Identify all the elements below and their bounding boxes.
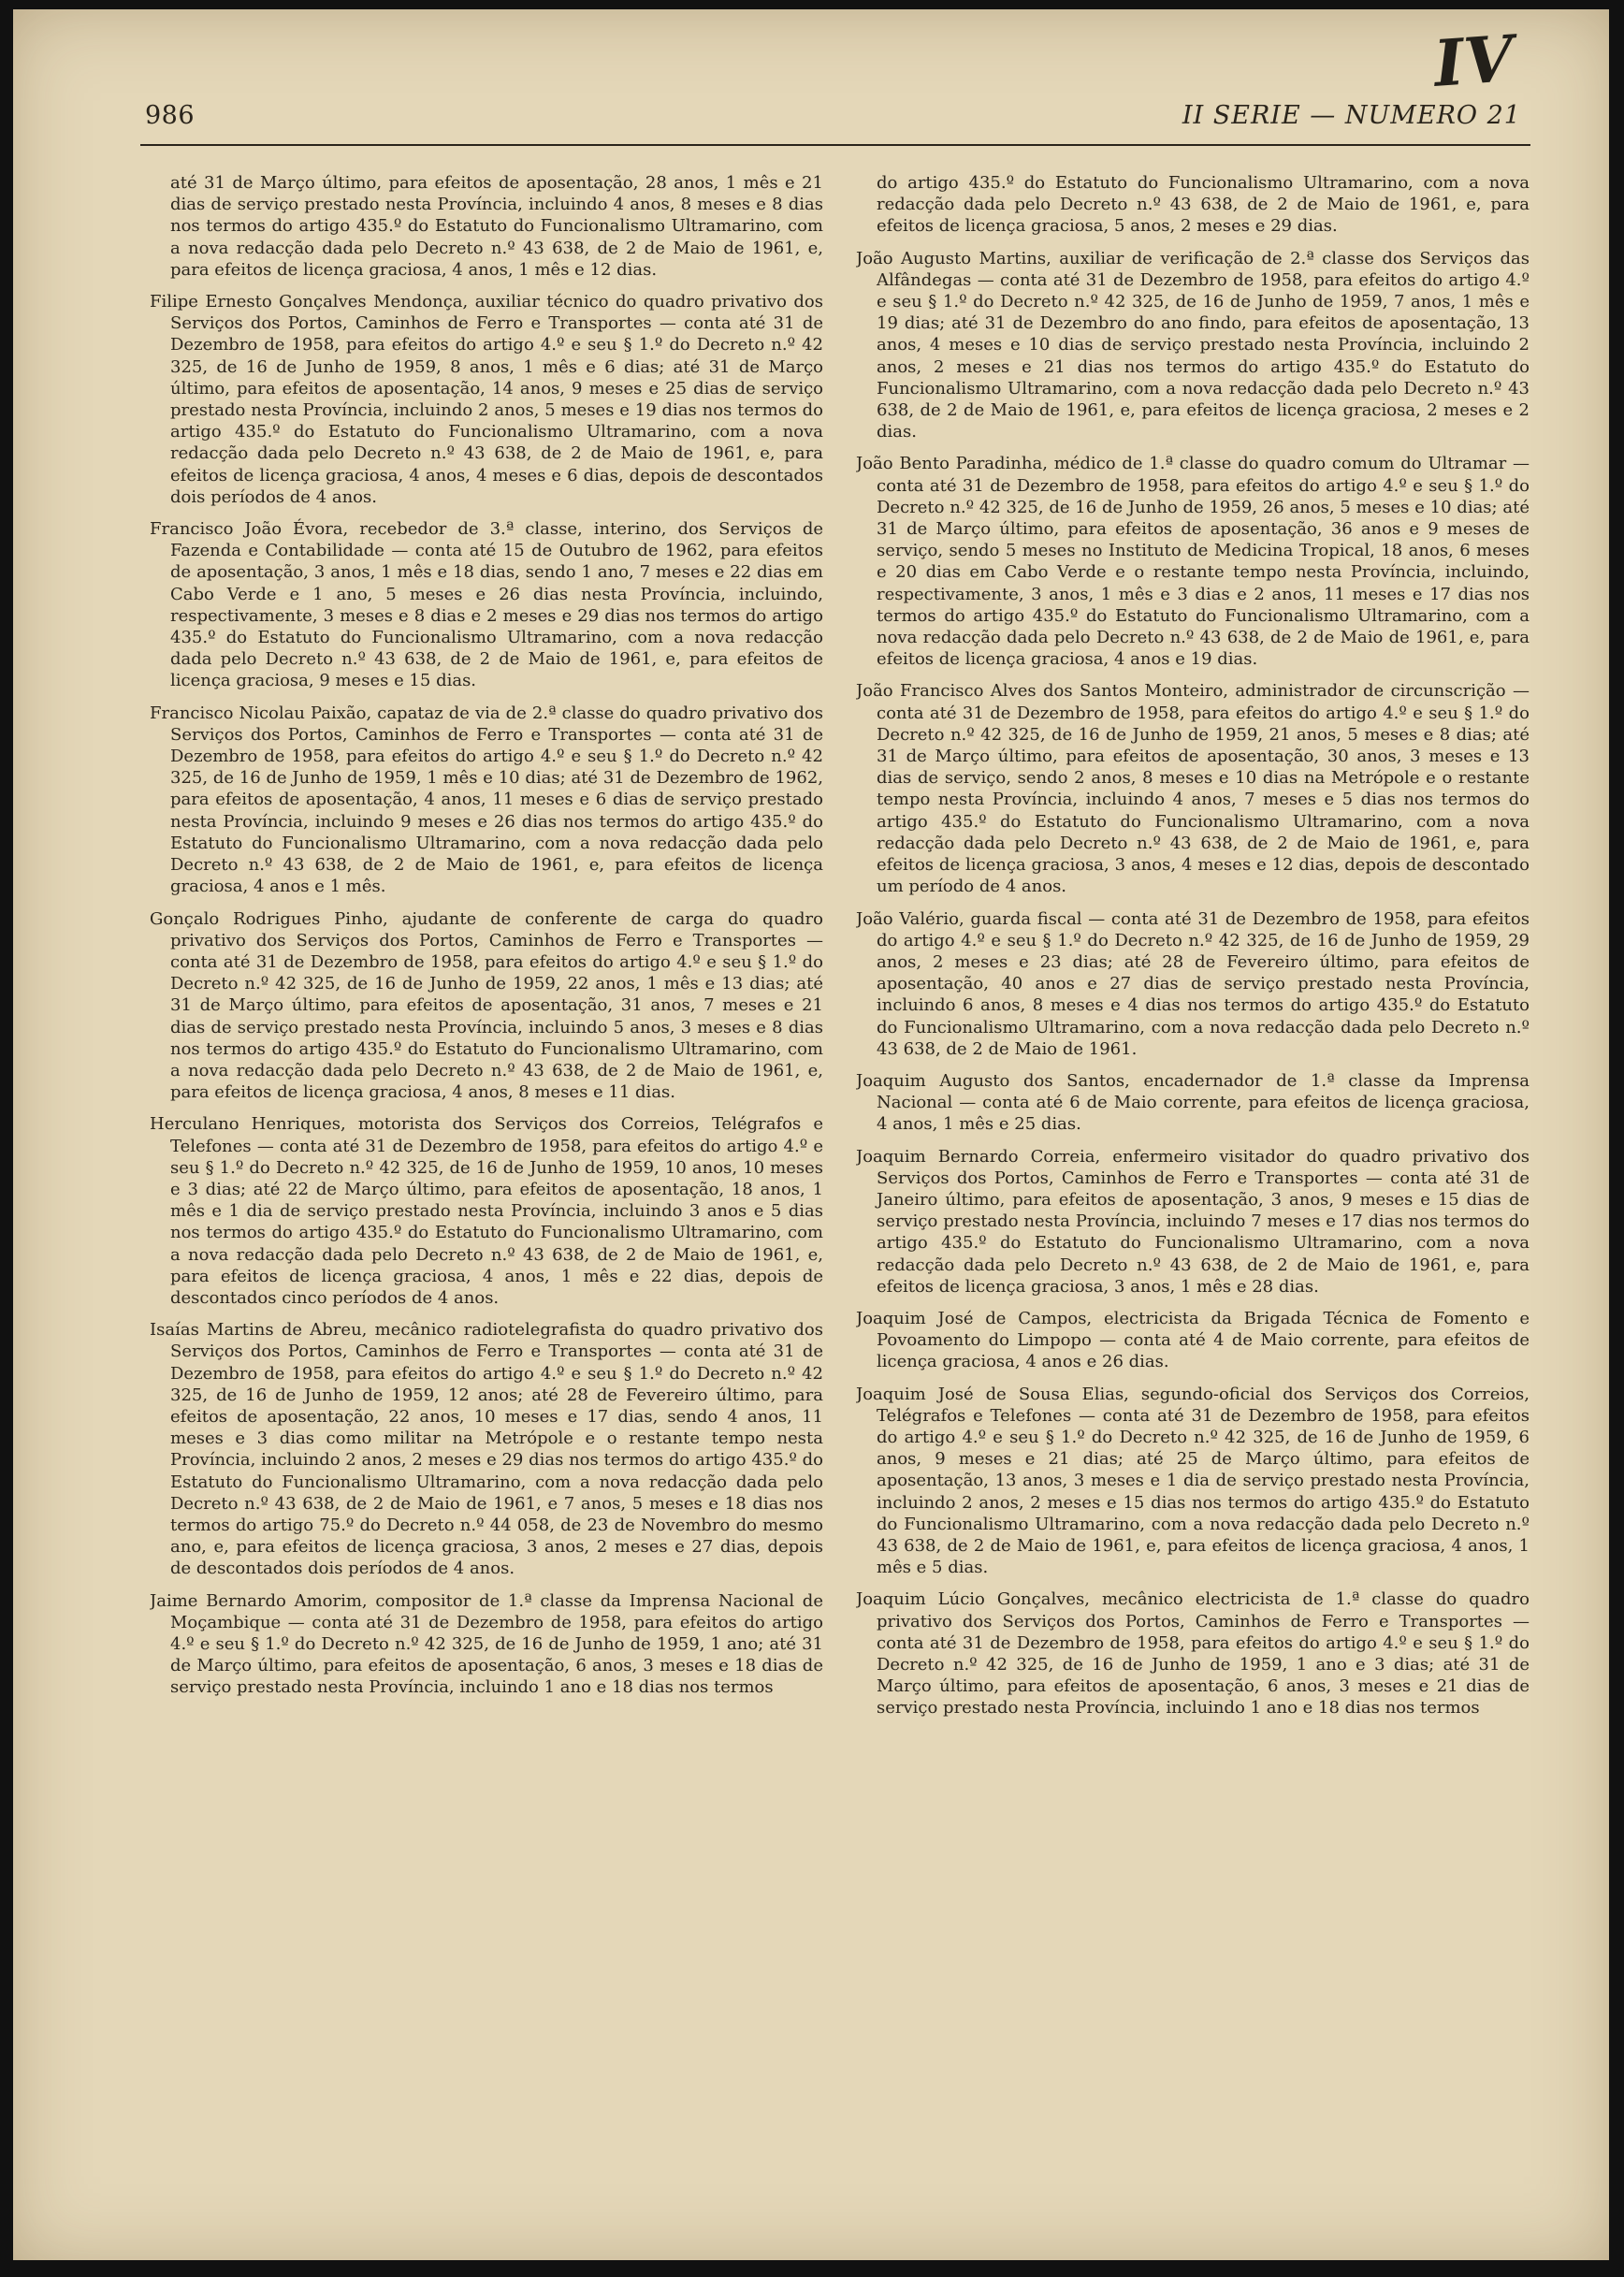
entry-paragraph: do artigo 435.º do Estatuto do Funcionalismo Ultramarino, com a nova redacção dada pelo Decreto n.º 43 638, de 2 de Maio de 1961, e, para efeitos de licença graciosa, 5 anos, 2 meses e 29 dias.: [877, 173, 1530, 237]
entry-paragraph: Joaquim Augusto dos Santos, encadernador de 1.ª classe da Imprensa Nacional — conta até 6 de Maio corrente, para efeitos de licença graciosa, 4 anos, 1 mês e 25 dias.: [856, 1070, 1530, 1135]
entry-paragraph: Joaquim José de Campos, electricista da Brigada Técnica de Fomento e Povoamento do Limpopo — conta até 4 de Maio corrente, para efeitos de licença graciosa, 4 anos e 26 dias.: [856, 1308, 1530, 1372]
scan-border-right: [1609, 0, 1624, 2277]
entry-paragraph: João Valério, guarda fiscal — conta até 31 de Dezembro de 1958, para efeitos do artigo 4.º e seu § 1.º do Decreto n.º 42 325, de 16 de Junho de 1959, 29 anos, 2 meses e 23 dias; até 28 de Fevereiro último, para efeitos de aposentação, 40 anos e 27 dias de serviço prestado nesta Província, incluindo 6 anos, 8 meses e 4 dias nos termos do artigo 435.º do Estatuto do Funcionalismo Ultramarino, com a nova redacção dada pelo Decreto n.º 43 638, de 2 de Maio de 1961.: [856, 908, 1530, 1059]
entry-paragraph: Isaías Martins de Abreu, mecânico radiotelegrafista do quadro privativo dos Serviços dos Portos, Caminhos de Ferro e Transportes — conta até 31 de Dezembro de 1958, para efeitos do artigo 4.º e seu § 1.º do Decreto n.º 42 325, de 16 de Junho de 1959, 12 anos; até 28 de Fevereiro último, para efeitos de aposentação, 22 anos, 10 meses e 17 dias, sendo 4 anos, 11 meses e 3 dias como militar na Metrópole e o restante tempo nesta Província, incluindo 2 anos, 2 meses e 29 dias nos termos do artigo 435.º do Estatuto do Funcionalismo Ultramarino, com a nova redacção dada pelo Decreto n.º 43 638, de 2 de Maio de 1961, e 7 anos, 5 meses e 18 dias nos termos do artigo 75.º do Decreto n.º 44 058, de 23 de Novembro do mesmo ano, e, para efeitos de licença graciosa, 3 anos, 2 meses e 27 dias, depois de descontados dois períodos de 4 anos.: [150, 1320, 823, 1579]
series-title: II SERIE — NUMERO 21: [1182, 101, 1521, 130]
entry-paragraph: Joaquim José de Sousa Elias, segundo-oficial dos Serviços dos Correios, Telégrafos e Telefones — conta até 31 de Dezembro de 1958, para efeitos do artigo 4.º e seu § 1.º do Decreto n.º 42 325, de 16 de Junho de 1959, 6 anos, 9 meses e 21 dias; até 25 de Março último, para efeitos de aposentação, 13 anos, 3 meses e 1 dia de serviço prestado nesta Província, incluindo 2 anos, 2 meses e 15 dias nos termos do artigo 435.º do Estatuto do Funcionalismo Ultramarino, com a nova redacção dada pelo Decreto n.º 43 638, de 2 de Maio de 1961, e, para efeitos de licença graciosa, 4 anos, 1 mês e 5 dias.: [856, 1384, 1530, 1578]
entry-paragraph: João Augusto Martins, auxiliar de verificação de 2.ª classe dos Serviços das Alfândegas — conta até 31 de Dezembro de 1958, para efeitos do artigo 4.º e seu § 1.º do Decreto n.º 42 325, de 16 de Junho de 1959, 7 anos, 1 mês e 19 dias; até 31 de Dezembro do ano findo, para efeitos de aposentação, 13 anos, 4 meses e 10 dias de serviço prestado nesta Província, incluindo 2 anos, 2 meses e 21 dias nos termos do artigo 435.º do Estatuto do Funcionalismo Ultramarino, com a nova redacção dada pelo Decreto n.º 43 638, de 2 de Maio de 1961, e, para efeitos de licença graciosa, 2 meses e 2 dias.: [856, 248, 1530, 442]
entry-paragraph: Joaquim Bernardo Correia, enfermeiro visitador do quadro privativo dos Serviços dos Portos, Caminhos de Ferro e Transportes — conta até 31 de Janeiro último, para efeitos de aposentação, 3 anos, 9 meses e 15 dias de serviço prestado nesta Província, incluindo 7 meses e 17 dias nos termos do artigo 435.º do Estatuto do Funcionalismo Ultramarino, com a nova redacção dada pelo Decreto n.º 43 638, de 2 de Maio de 1961, e, para efeitos de licença graciosa, 3 anos, 1 mês e 28 dias.: [856, 1146, 1530, 1297]
scan-border-bottom: [0, 2260, 1624, 2277]
entry-paragraph: Joaquim Lúcio Gonçalves, mecânico electricista de 1.ª classe do quadro privativo dos Serviços dos Portos, Caminhos de Ferro e Transportes — conta até 31 de Dezembro de 1958, para efeitos do artigo 4.º e seu § 1.º do Decreto n.º 42 325, de 16 de Junho de 1959, 1 ano e 3 dias; até 31 de Março último, para efeitos de aposentação, 6 anos, 3 meses e 21 dias de serviço prestado nesta Província, incluindo 1 ano e 18 dias nos termos: [856, 1589, 1530, 1719]
entry-paragraph: João Francisco Alves dos Santos Monteiro, administrador de circunscrição — conta até 31 de Dezembro de 1958, para efeitos do artigo 4.º e seu § 1.º do Decreto n.º 42 325, de 16 de Junho de 1959, 21 anos, 5 meses e 8 dias; até 31 de Março último, para efeitos de aposentação, 30 anos, 3 meses e 13 dias de serviço, sendo 2 anos, 8 meses e 10 dias na Metrópole e o restante tempo nesta Província, incluindo 4 anos, 7 meses e 5 dias nos termos do artigo 435.º do Estatuto do Funcionalismo Ultramarino, com a nova redacção dada pelo Decreto n.º 43 638, de 2 de Maio de 1961, e, para efeitos de licença graciosa, 3 anos, 4 meses e 12 dias, depois de descontado um período de 4 anos.: [856, 681, 1530, 897]
entry-paragraph: Gonçalo Rodrigues Pinho, ajudante de conferente de carga do quadro privativo dos Serviços dos Portos, Caminhos de Ferro e Transportes — conta até 31 de Dezembro de 1958, para efeitos do artigo 4.º e seu § 1.º do Decreto n.º 42 325, de 16 de Junho de 1959, 22 anos, 1 mês e 13 dias; até 31 de Março último, para efeitos de aposentação, 31 anos, 7 meses e 21 dias de serviço prestado nesta Província, incluindo 5 anos, 3 meses e 8 dias nos termos do artigo 435.º do Estatuto do Funcionalismo Ultramarino, com a nova redacção dada pelo Decreto n.º 43 638, de 2 de Maio de 1961, e, para efeitos de licença graciosa, 4 anos, 8 meses e 11 dias.: [150, 908, 823, 1103]
entry-paragraph: Jaime Bernardo Amorim, compositor de 1.ª classe da Imprensa Nacional de Moçambique — conta até 31 de Dezembro de 1958, para efeitos do artigo 4.º e seu § 1.º do Decreto n.º 42 325, de 16 de Junho de 1959, 1 ano; até 31 de Março último, para efeitos de aposentação, 6 anos, 3 meses e 18 dias de serviço prestado nesta Província, incluindo 1 ano e 18 dias nos termos: [150, 1590, 823, 1698]
entry-paragraph: Herculano Henriques, motorista dos Serviços dos Correios, Telégrafos e Telefones — conta até 31 de Dezembro de 1958, para efeitos do artigo 4.º e seu § 1.º do Decreto n.º 42 325, de 16 de Junho de 1959, 10 anos, 10 meses e 3 dias; até 22 de Março último, para efeitos de aposentação, 18 anos, 1 mês e 1 dia de serviço prestado nesta Província, incluindo 3 anos e 5 dias nos termos do artigo 435.º do Estatuto do Funcionalismo Ultramarino, com a nova redacção dada pelo Decreto n.º 43 638, de 2 de Maio de 1961, e, para efeitos de licença graciosa, 4 anos, 1 mês e 22 dias, depois de descontados cinco períodos de 4 anos.: [150, 1114, 823, 1308]
entry-paragraph: até 31 de Março último, para efeitos de aposentação, 28 anos, 1 mês e 21 dias de serviço prestado nesta Província, incluindo 4 anos, 8 meses e 8 dias nos termos do artigo 435.º do Estatuto do Funcionalismo Ultramarino, com a nova redacção dada pelo Decreto n.º 43 638, de 2 de Maio de 1961, e, para efeitos de licença graciosa, 4 anos, 1 mês e 12 dias.: [170, 173, 823, 280]
text-columns: [150, 172, 1544, 2240]
header-rule: [140, 144, 1530, 146]
right-column: [856, 172, 1530, 2240]
entry-paragraph: Francisco João Évora, recebedor de 3.ª classe, interino, dos Serviços de Fazenda e Contabilidade — conta até 15 de Outubro de 1962, para efeitos de aposentação, 3 anos, 1 mês e 18 dias, sendo 1 ano, 7 meses e 22 dias em Cabo Verde e 1 ano, 5 meses e 26 dias nesta Província, incluindo, respectivamente, 3 meses e 8 dias e 2 meses e 29 dias nos termos do artigo 435.º do Estatuto do Funcionalismo Ultramarino, com a nova redacção dada pelo Decreto n.º 43 638, de 2 de Maio de 1961, e, para efeitos de licença graciosa, 9 meses e 15 dias.: [150, 519, 823, 691]
entry-paragraph: Filipe Ernesto Gonçalves Mendonça, auxiliar técnico do quadro privativo dos Serviços dos Portos, Caminhos de Ferro e Transportes — conta até 31 de Dezembro de 1958, para efeitos do artigo 4.º e seu § 1.º do Decreto n.º 42 325, de 16 de Junho de 1959, 8 anos, 1 mês e 6 dias; até 31 de Março último, para efeitos de aposentação, 14 anos, 9 meses e 25 dias de serviço prestado nesta Província, incluindo 2 anos, 5 meses e 19 dias nos termos do artigo 435.º do Estatuto do Funcionalismo Ultramarino, com a nova redacção dada pelo Decreto n.º 43 638, de 2 de Maio de 1961, e, para efeitos de licença graciosa, 4 anos, 4 meses e 6 dias, depois de descontados dois períodos de 4 anos.: [150, 292, 823, 507]
scan-border-top: [0, 0, 1624, 9]
handwritten-mark: IV: [1431, 22, 1516, 102]
entry-paragraph: Francisco Nicolau Paixão, capataz de via de 2.ª classe do quadro privativo dos Serviços dos Portos, Caminhos de Ferro e Transportes — conta até 31 de Dezembro de 1958, para efeitos do artigo 4.º e seu § 1.º do Decreto n.º 42 325, de 16 de Junho de 1959, 1 mês e 10 dias; até 31 de Dezembro de 1962, para efeitos de aposentação, 4 anos, 11 meses e 6 dias de serviço prestado nesta Província, incluindo 9 meses e 26 dias nos termos do artigo 435.º do Estatuto do Funcionalismo Ultramarino, com a nova redacção dada pelo Decreto n.º 43 638, de 2 de Maio de 1961, e, para efeitos de licença graciosa, 4 anos e 1 mês.: [150, 703, 823, 897]
left-column: [150, 172, 823, 2240]
page-number: 986: [145, 101, 196, 130]
entry-paragraph: João Bento Paradinha, médico de 1.ª classe do quadro comum do Ultramar — conta até 31 de Dezembro de 1958, para efeitos do artigo 4.º e seu § 1.º do Decreto n.º 42 325, de 16 de Junho de 1959, 26 anos, 5 meses e 10 dias; até 31 de Março último, para efeitos de aposentação, 36 anos e 9 meses de serviço, sendo 5 meses no Instituto de Medicina Tropical, 18 anos, 6 meses e 20 dias em Cabo Verde e o restante tempo nesta Província, incluindo, respectivamente, 3 anos, 1 mês e 3 dias e 2 anos, 11 meses e 17 dias nos termos do artigo 435.º do Estatuto do Funcionalismo Ultramarino, com a nova redacção dada pelo Decreto n.º 43 638, de 2 de Maio de 1961, e, para efeitos de licença graciosa, 4 anos e 19 dias.: [856, 454, 1530, 670]
scan-border-left: [0, 0, 13, 2277]
